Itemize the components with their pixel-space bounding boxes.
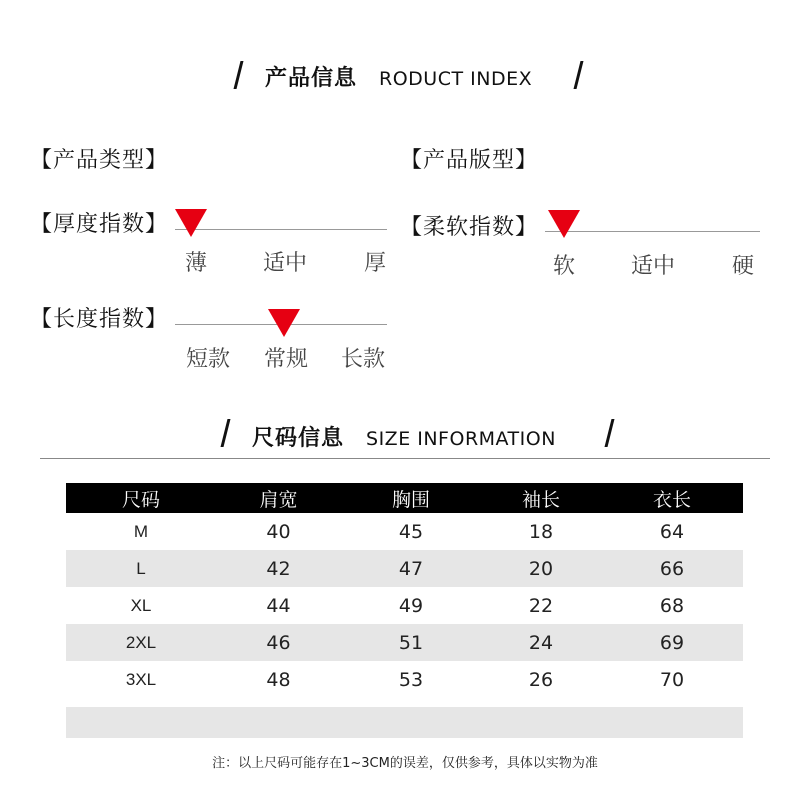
size-cell: 2XL [66, 624, 216, 661]
table-cell: 49 [398, 594, 424, 617]
thickness-option: 适中 [262, 251, 308, 276]
table-cell: 20 [481, 550, 601, 587]
size-cell: XL [130, 595, 152, 615]
product-fit-label: 【产品版型】 [400, 148, 539, 173]
size-table-header-row [66, 483, 743, 513]
table-cell: 66 [601, 550, 743, 587]
thickness-option: 薄 [184, 251, 208, 276]
section-divider [40, 458, 770, 459]
length-option: 长款 [340, 347, 386, 372]
thickness-marker [175, 209, 207, 237]
softness-label: 【柔软指数】 [400, 215, 539, 240]
size-info-title [252, 421, 556, 452]
table-row [66, 624, 743, 661]
table-cell: 44 [266, 594, 291, 617]
table-cell: 51 [341, 624, 481, 661]
table-cell: 42 [216, 550, 341, 587]
product-type-label: 【产品类型】 [30, 148, 169, 173]
title-slash-left [234, 61, 244, 89]
table-cell: 18 [528, 520, 554, 543]
size-cell: 3XL [125, 669, 157, 689]
size-table-header: 袖长 [481, 483, 601, 513]
length-label: 【长度指数】 [30, 307, 169, 332]
table-cell: 68 [659, 594, 685, 617]
length-marker [268, 309, 300, 337]
size-table-header: 尺码 [66, 483, 216, 513]
product-info-title [265, 61, 532, 92]
table-cell: 26 [528, 668, 554, 691]
table-cell: 40 [266, 520, 291, 543]
table-cell: 53 [398, 668, 424, 691]
length-option: 短款 [185, 347, 231, 372]
table-row [66, 550, 743, 587]
table-row [66, 661, 743, 698]
size-table-header: 衣长 [601, 483, 743, 513]
table-row [66, 513, 743, 550]
size-table-header: 肩宽 [216, 483, 341, 513]
title-slash-right [574, 61, 584, 89]
table-empty-row [66, 707, 743, 738]
table-cell: 45 [398, 520, 424, 543]
table-row [66, 587, 743, 624]
length-option: 常规 [263, 347, 309, 372]
thickness-label: 【厚度指数】 [30, 212, 169, 237]
size-cell: M [133, 521, 149, 541]
table-cell: 48 [266, 668, 291, 691]
size-info-title-en: SIZE INFORMATION [366, 428, 556, 450]
table-cell: 69 [601, 624, 743, 661]
size-title-slash-left [221, 419, 231, 447]
size-cell: L [66, 550, 216, 587]
softness-option: 适中 [630, 254, 676, 279]
softness-option: 软 [552, 254, 576, 279]
table-cell: 70 [659, 668, 685, 691]
table-cell: 24 [481, 624, 601, 661]
size-table [66, 483, 743, 698]
size-table-header: 胸围 [341, 483, 481, 513]
size-title-slash-right [605, 419, 615, 447]
softness-option: 硬 [731, 254, 755, 279]
softness-marker [548, 210, 580, 238]
table-cell: 64 [659, 520, 685, 543]
thickness-option: 厚 [363, 251, 387, 276]
size-note: 注：以上尺码可能存在1~3CM的误差，仅供参考，具体以实物为准 [212, 756, 598, 771]
table-cell: 47 [341, 550, 481, 587]
size-info-title-cn: 尺码信息 [252, 426, 345, 451]
table-cell: 46 [216, 624, 341, 661]
table-cell: 22 [528, 594, 554, 617]
product-info-title-cn: 产品信息 [265, 66, 358, 91]
product-info-title-en: RODUCT INDEX [379, 68, 533, 90]
